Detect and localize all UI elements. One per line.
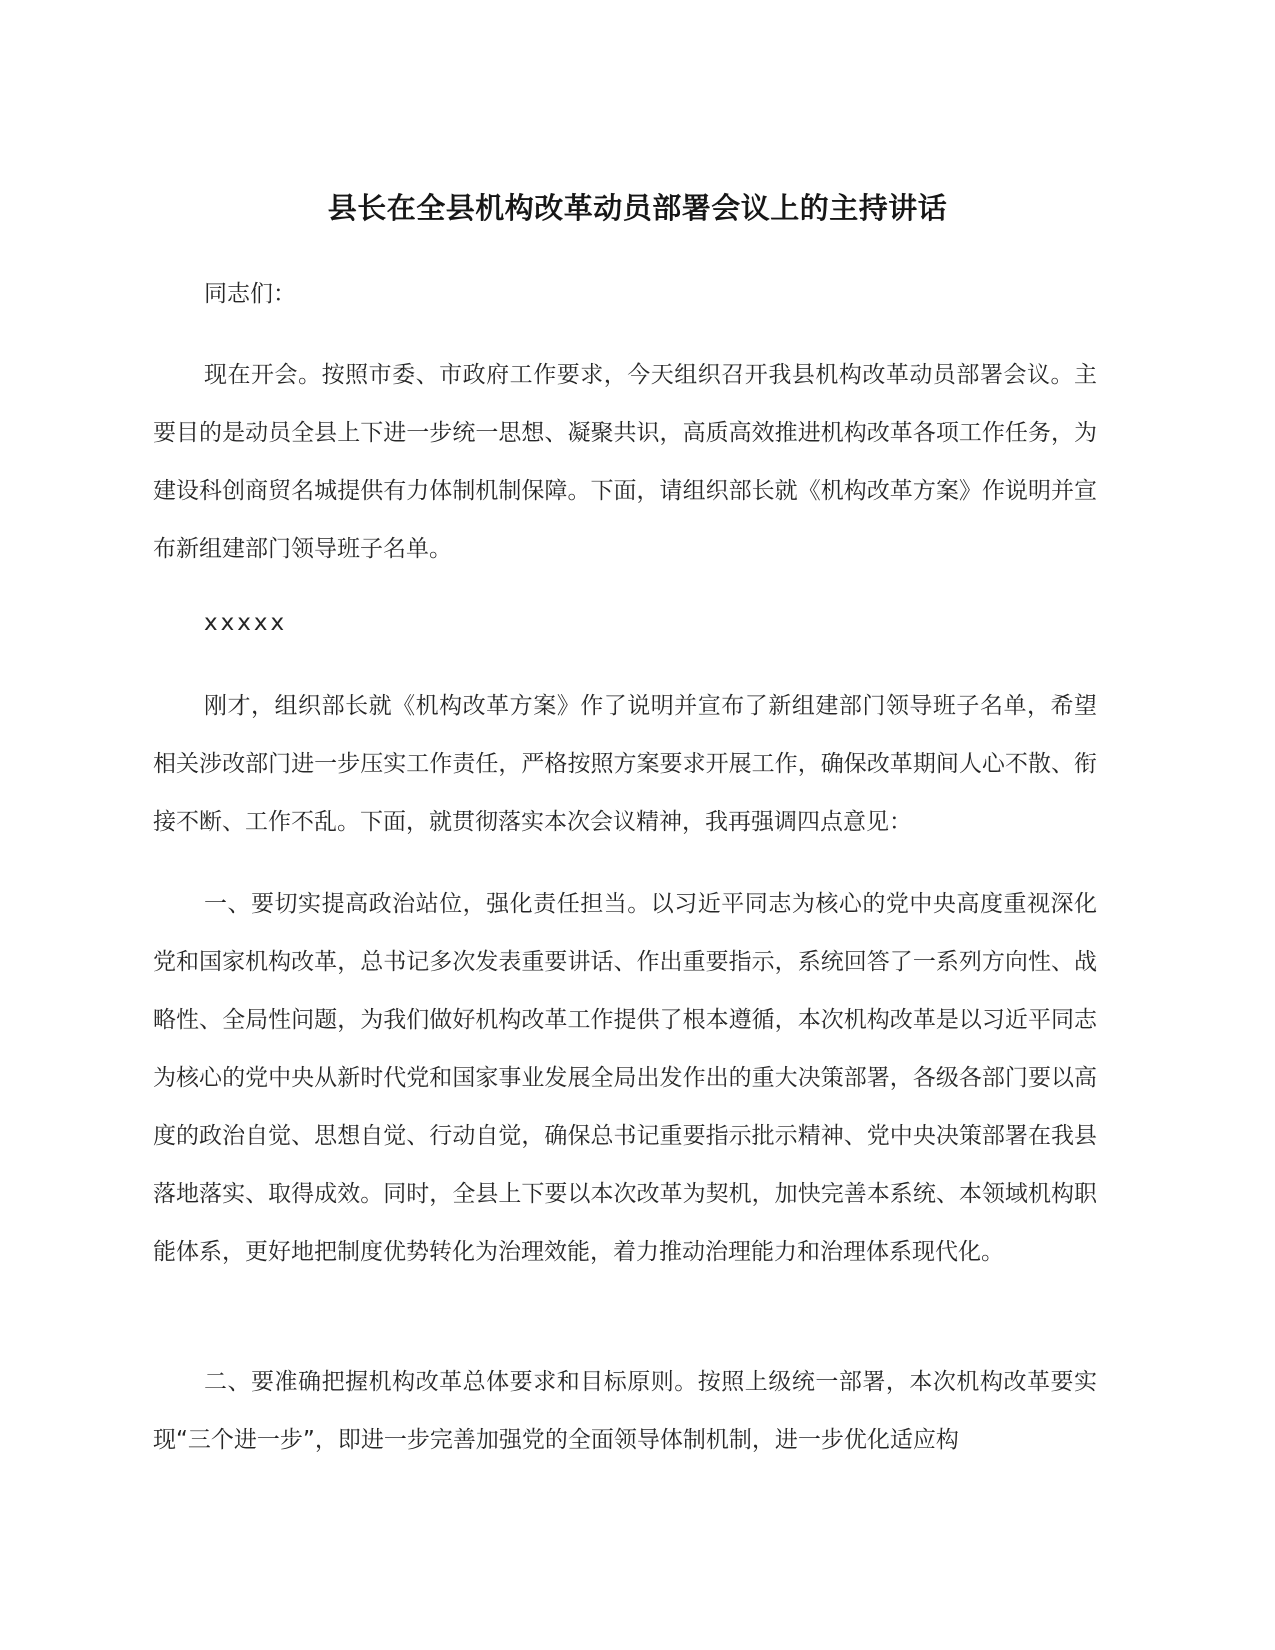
point-two-paragraph: 二、要准确把握机构改革总体要求和目标原则。按照上级统一部署，本次机构改革要实现“三个进一步”，即进一步完善加强党的全面领导体制机制，进一步优化适应构 bbox=[153, 1369, 1097, 1453]
greeting-paragraph: 同志们： bbox=[204, 281, 296, 307]
speaker-placeholder: xxxxx bbox=[204, 610, 288, 636]
opening-paragraph: 现在开会。按照市委、市政府工作要求，今天组织召开我县机构改革动员部署会议。主要目的是动员全县上下进一步统一思想、凝聚共识，高质高效推进机构改革各项工作任务，为建设科创商贸名城提供有力体制机制保障。下面，请组织部长就《机构改革方案》作说明并宣布新组建部门领导班子名单。 bbox=[153, 362, 1097, 562]
document-title: 县长在全县机构改革动员部署会议上的主持讲话 bbox=[327, 191, 948, 225]
point-one-paragraph: 一、要切实提高政治站位，强化责任担当。以习近平同志为核心的党中央高度重视深化党和国家机构改革，总书记多次发表重要讲话、作出重要指示，系统回答了一系列方向性、战略性、全局性问题，为我们做好机构改革工作提供了根本遵循，本次机构改革是以习近平同志为核心的党中央从新时代党和国家事业发展全局出发作出的重大决策部署，各级各部门要以高度的政治自觉、思想自觉、行动自觉，确保总书记重要指示批示精神、党中央决策部署在我县落地落实、取得成效。同时，全县上下要以本次改革为契机，加快完善本系统、本领域机构职能体系，更好地把制度优势转化为治理效能，着力推动治理能力和治理体系现代化。 bbox=[153, 891, 1097, 1265]
after-report-paragraph: 刚才，组织部长就《机构改革方案》作了说明并宣布了新组建部门领导班子名单，希望相关涉改部门进一步压实工作责任，严格按照方案要求开展工作，确保改革期间人心不散、衔接不断、工作不乱。下面，就贯彻落实本次会议精神，我再强调四点意见： bbox=[153, 693, 1097, 835]
